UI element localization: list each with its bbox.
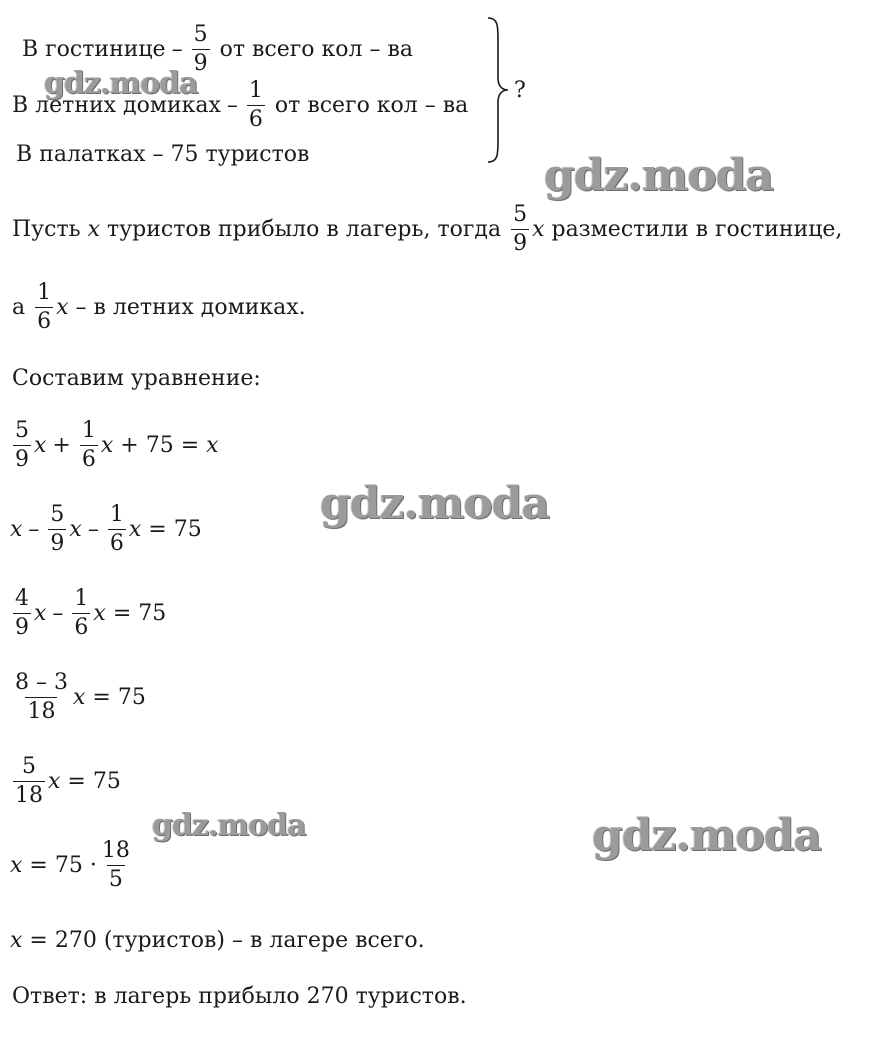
watermark-logo: gdz.moda	[544, 150, 774, 201]
equation-6: x = 75 · $\frac{18}{5}$	[10, 838, 130, 892]
equation-2: x – $\frac{5}{9}$ x – $\frac{1}{6}$ x = 75	[10, 502, 202, 556]
let-fraction: $\frac{5}{9}$	[513, 202, 528, 256]
given-cottages: В летних домиках – $\frac{1}{6}$ от всего кол – ва	[12, 78, 469, 132]
watermark-logo: gdz.moda	[152, 808, 306, 843]
cottages-fraction: $\frac{1}{6}$	[248, 78, 263, 132]
question-mark: ?	[514, 78, 526, 103]
watermark-logo: gdz.moda	[44, 66, 198, 101]
given-tents: В палатках – 75 туристов	[16, 142, 310, 167]
watermark-logo: gdz.moda	[320, 478, 550, 529]
let-line: Пусть x туристов прибыло в лагерь, тогда $\frac{5}{9}$ x разместили в гостинице,	[12, 202, 843, 256]
cottages-label: В летних домиках	[12, 92, 221, 118]
let2-line: а $\frac{1}{6}$ x – в летних домиках.	[12, 280, 306, 334]
hotel-fraction: $\frac{5}{9}$	[193, 22, 208, 76]
equation-5: $\frac{5}{18}$ x = 75	[15, 754, 121, 808]
let2-fraction: $\frac{1}{6}$	[37, 280, 52, 334]
hotel-label: В гостинице	[22, 36, 166, 62]
watermark-logo: gdz.moda	[592, 810, 822, 861]
compose-line: Составим уравнение:	[12, 366, 261, 391]
equation-1: $\frac{5}{9}$ x + $\frac{1}{6}$ x + 75 = x	[15, 418, 219, 472]
given-hotel: В гостинице – $\frac{5}{9}$ от всего кол – ва	[22, 22, 413, 76]
equation-4: $\frac{8 - 3}{18}$ x = 75	[15, 670, 146, 724]
right-brace-icon	[486, 16, 510, 164]
hotel-rest: от всего кол – ва	[219, 36, 413, 62]
result-line: x = 270 (туристов) – в лагере всего.	[10, 928, 425, 953]
equation-3: $\frac{4}{9}$ x – $\frac{1}{6}$ x = 75	[15, 586, 167, 640]
cottages-rest: от всего кол – ва	[274, 92, 469, 118]
answer-line: Ответ: в лагерь прибыло 270 туристов.	[12, 984, 467, 1009]
